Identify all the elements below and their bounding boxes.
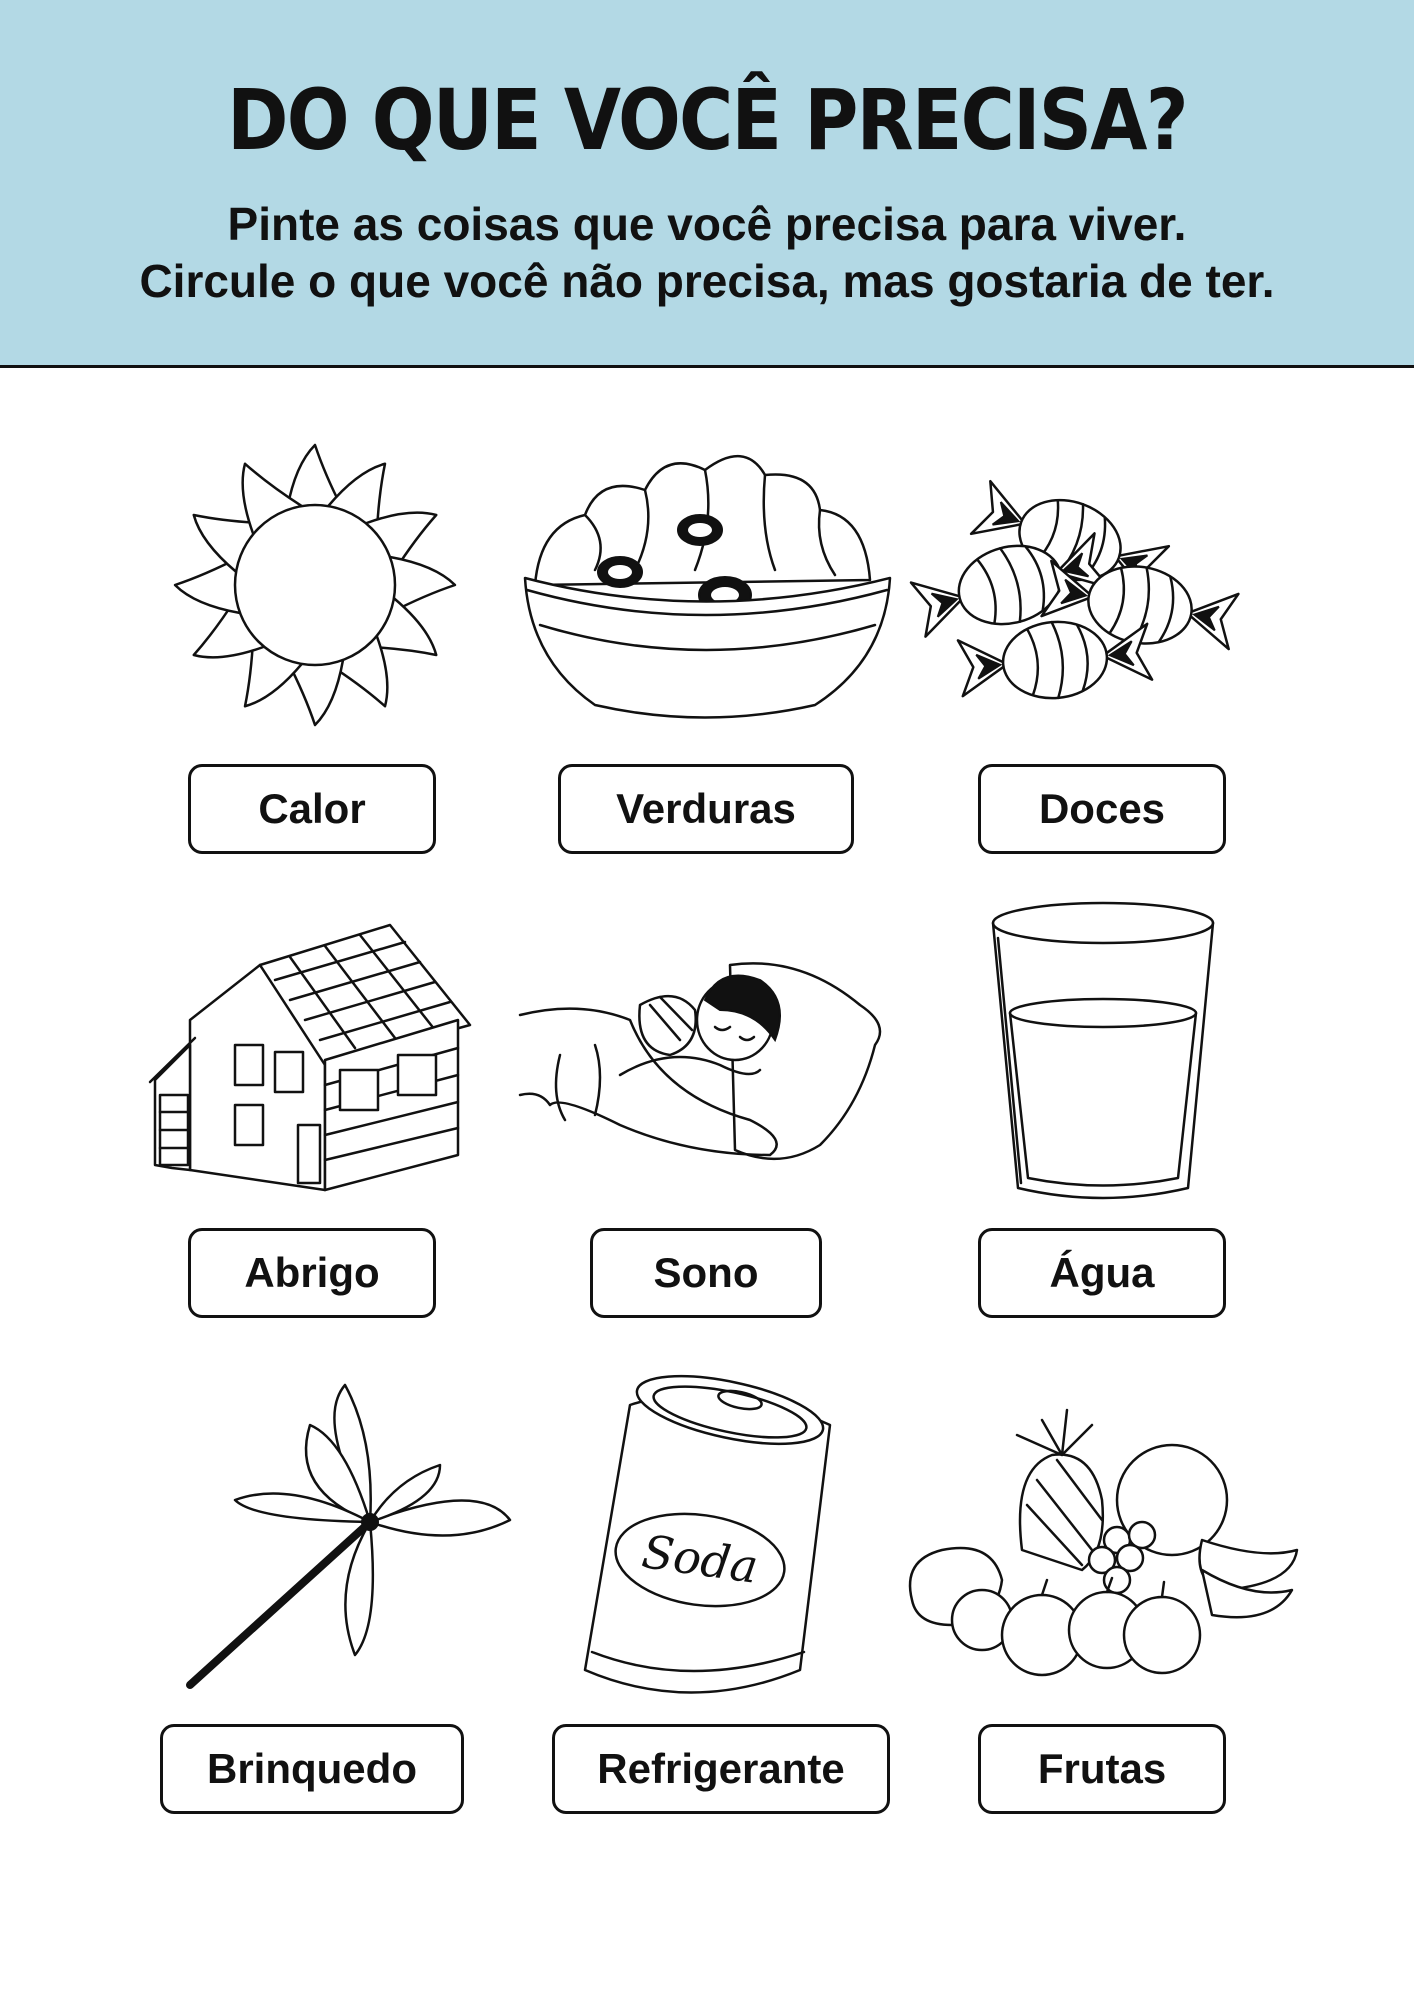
label-brinquedo[interactable]: Brinquedo: [160, 1724, 464, 1814]
label-frutas[interactable]: Frutas: [978, 1724, 1226, 1814]
header-banner: [0, 0, 1414, 368]
water-glass-icon: [988, 898, 1218, 1213]
sleeping-child-icon: [520, 945, 900, 1180]
label-verduras[interactable]: Verduras: [558, 764, 854, 854]
soda-can-text: Soda: [638, 1524, 762, 1594]
label-doces[interactable]: Doces: [978, 764, 1226, 854]
page-title: DO QUE VOCÊ PRECISA?: [227, 71, 1187, 169]
label-sono[interactable]: Sono: [590, 1228, 822, 1318]
pinwheel-icon: [180, 1380, 520, 1705]
label-abrigo[interactable]: Abrigo: [188, 1228, 436, 1318]
soda-can-icon: [580, 1370, 840, 1715]
instruction-line-1: Pinte as coisas que você precisa para viver.: [227, 198, 1187, 250]
house-icon: [150, 920, 480, 1205]
label-refrigerante[interactable]: Refrigerante: [552, 1724, 890, 1814]
fruits-icon: [902, 1410, 1302, 1675]
salad-bowl-icon: [515, 430, 895, 735]
label-agua[interactable]: Água: [978, 1228, 1226, 1318]
instruction-line-2: Circule o que você não precisa, mas gostaria de ter.: [139, 255, 1275, 307]
candies-icon: [940, 480, 1270, 725]
label-calor[interactable]: Calor: [188, 764, 436, 854]
sun-icon: [170, 440, 460, 735]
